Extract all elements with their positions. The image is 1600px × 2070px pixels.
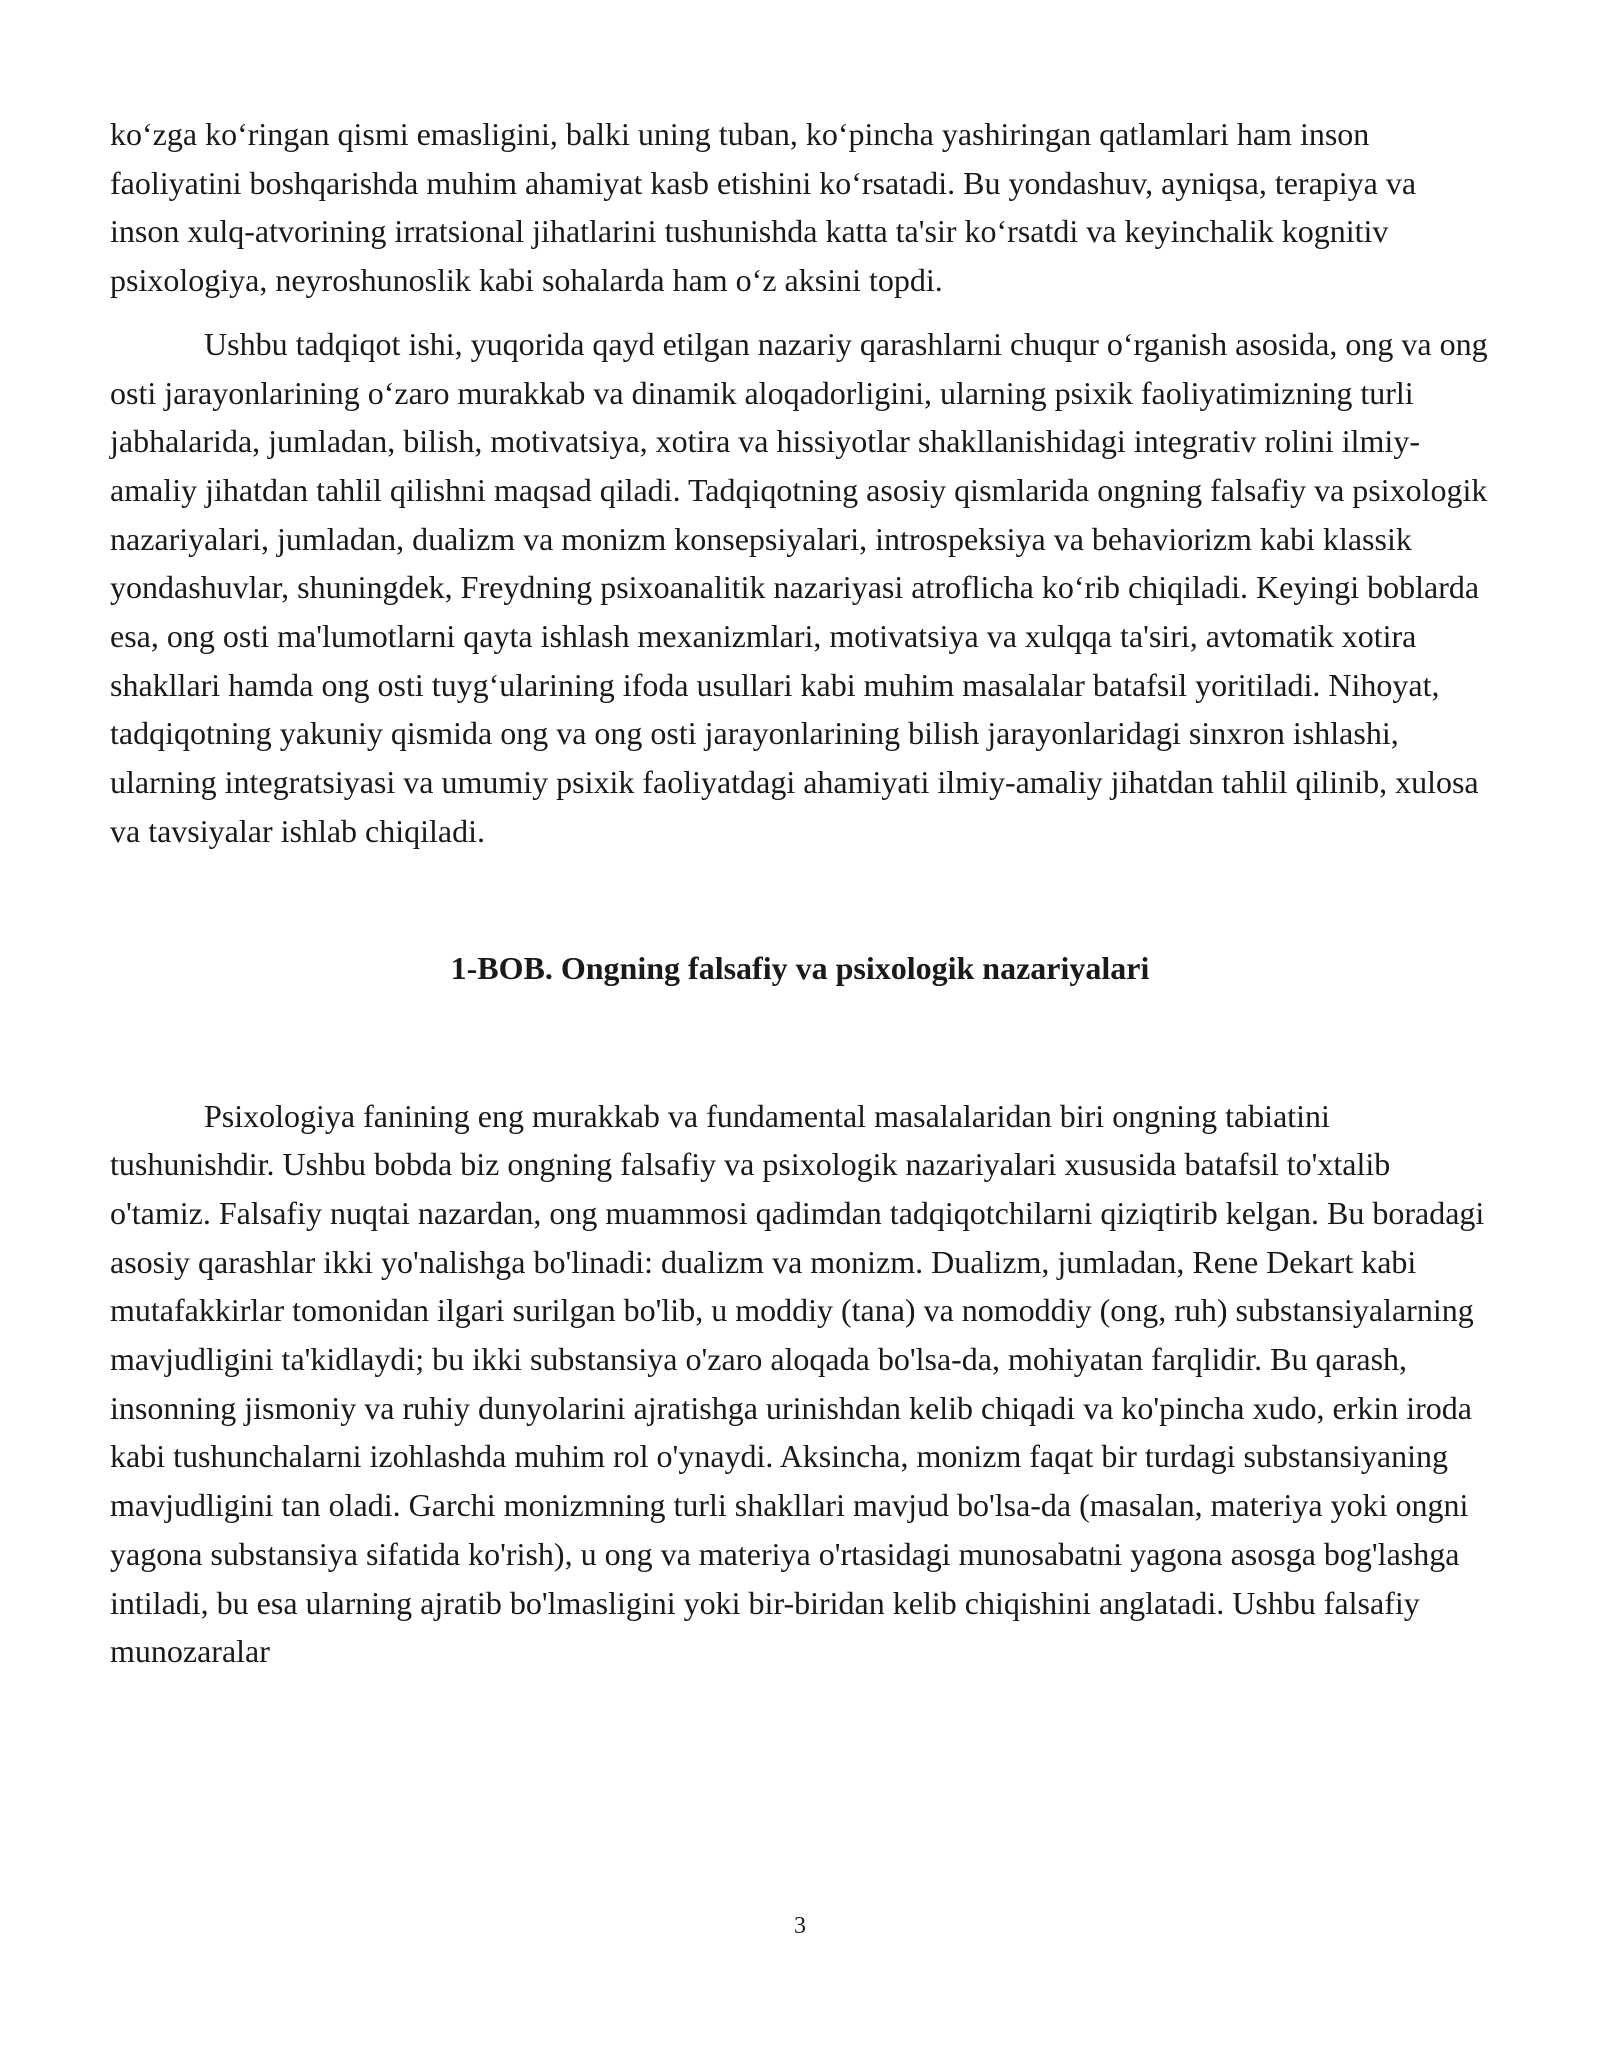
body-paragraph-continuation: ko‘zga ko‘ringan qismi emasligini, balki uning tuban, ko‘pincha yashiringan qatlamlari ham inson faoliyatini boshqarishda muhim ahamiyat kasb etishini ko‘rsatadi. Bu yondashuv, ayniqsa, terapiya va inson xulq-atvorining irratsional jihatlarini tushunishda katta ta'sir ko‘rsatdi va keyinchalik kognitiv psixologiya, neyroshunoslik kabi sohalarda ham o‘z aksini topdi. (110, 116, 1417, 299)
body-paragraph-research-aim: Ushbu tadqiqot ishi, yuqorida qayd etilgan nazariy qarashlarni chuqur o‘rganish asosida, ong va ong osti jarayonlarining o‘zaro murakkab va dinamik aloqadorligini, ularning psixik faoliyatimizning turli jabhalarida, jumladan, bilish, motivatsiya, xotira va hissiyotlar shakllanishidagi integrativ rolini ilmiy-amaliy jihatdan tahlil qilishni maqsad qiladi. Tadqiqotning asosiy qismlarida ongning falsafiy va psixologik nazariyalari, jumladan, dualizm va monizm konsepsiyalari, introspeksiya va behaviorizm kabi klassik yondashuvlar, shuningdek, Freydning psixoanalitik nazariyasi atroflicha ko‘rib chiqiladi. Keyingi boblarda esa, ong osti ma'lumotlarni qayta ishlash mexanizmlari, motivatsiya va xulqqa ta'siri, avtomatik xotira shakllari hamda ong osti tuyg‘ularining ifoda usullari kabi muhim masalalar batafsil yoritiladi. Nihoyat, tadqiqotning yakuniy qismida ong va ong osti jarayonlarining bilish jarayonlaridagi sinxron ishlashi, ularning integratsiyasi va umumiy psixik faoliyatdagi ahamiyati ilmiy-amaliy jihatdan tahlil qilinib, xulosa va tavsiyalar ishlab chiqiladi. (110, 325, 1488, 849)
page-content (110, 110, 1490, 1676)
page-number: 3 (794, 1913, 806, 1939)
chapter-body-paragraph: Psixologiya fanining eng murakkab va fundamental masalalaridan biri ongning tabiatini tushunishdir. Ushbu bobda biz ongning falsafiy va psixologik nazariyalari xususida batafsil to'xtalib o'tamiz. Falsafiy nuqtai nazardan, ong muammosi qadimdan tadqiqotchilarni qiziqtirib kelgan. Bu boradagi asosiy qarashlar ikki yo'nalishga bo'linadi: dualizm va monizm. Dualizm, jumladan, Rene Dekart kabi mutafakkirlar tomonidan ilgari surilgan bo'lib, u moddiy (tana) va nomoddiy (ong, ruh) substansiyalarning mavjudligini ta'kidlaydi; bu ikki substansiya o'zaro aloqada bo'lsa-da, mohiyatan farqlidir. Bu qarash, insonning jismoniy va ruhiy dunyolarini ajratishga urinishdan kelib chiqadi va ko'pincha xudo, erkin iroda kabi tushunchalarni izohlashda muhim rol o'ynaydi. Aksincha, monizm faqat bir turdagi substansiyaning mavjudligini tan oladi. Garchi monizmning turli shakllari mavjud bo'lsa-da (masalan, materiya yoki ongni yagona substansiya sifatida ko'rish), u ong va materiya o'rtasidagi munosabatni yagona asosga bog'lashga intiladi, bu esa ularning ajratib bo'lmasligini yoki bir-biridan kelib chiqishini anglatadi. Ushbu falsafiy munozaralar (110, 1097, 1485, 1670)
chapter-heading: 1-BOB. Ongning falsafiy va psixologik nazariyalari (450, 949, 1150, 986)
